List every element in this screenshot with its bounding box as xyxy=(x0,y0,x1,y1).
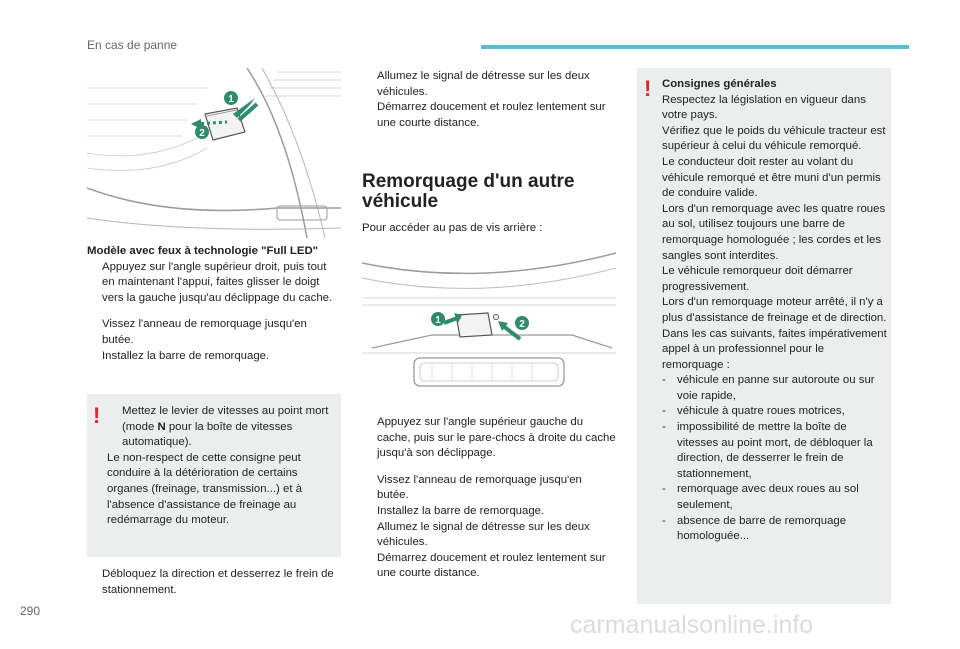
watermark: carmanualsonline.info xyxy=(570,611,814,639)
middle-bullet-2: Démarrez doucement et roulez lentement sur une courte distance. xyxy=(377,101,606,129)
left-bullet-3: Installez la barre de remorquage. xyxy=(102,349,270,362)
middle-column-bottom xyxy=(362,415,616,582)
left-column-bottom xyxy=(87,567,341,598)
section-title: En cas de panne xyxy=(87,38,178,52)
left-heading: Modèle avec feux à technologie "Full LED" xyxy=(87,245,319,257)
middle-bullet-6: Allumez le signal de détresse sur les deux véhicules. xyxy=(377,520,590,549)
section-title-block xyxy=(362,172,616,212)
middle-intro xyxy=(362,221,616,237)
right-line-4: Le véhicule remorqueur doit démarrer progressivement. xyxy=(662,265,853,293)
right-dash-item-2: - impossibilité de mettre la boîte de vitesses au point mort, de débloquer la direction, de desserrer le frein de stationnement, xyxy=(662,421,873,480)
right-line-0: Respectez la législation en vigueur dans votre pays. xyxy=(662,93,866,122)
warning-icon: ! xyxy=(93,403,101,428)
right-line-1: Vérifiez que le poids du véhicule tracteur est supérieur à celui du véhicule remorqué. xyxy=(662,124,886,153)
right-line-6: Dans les cas suivants, faites impérativement appel à un professionnel pour le remorquage : xyxy=(662,327,887,371)
callout-1: 1 xyxy=(435,315,441,326)
middle-column-top xyxy=(362,69,616,131)
section-heading-line-2: véhicule xyxy=(362,191,439,212)
right-line-5: Lors d'un remorquage moteur arrêté, il n'y a plus d'assistance de freinage et de direction. xyxy=(662,296,887,324)
middle-bullet-3: Appuyez sur l'angle supérieur gauche du cache, puis sur le pare-chocs à droite du cache jusqu'à son déclippage. xyxy=(377,416,616,460)
rear-bumper-illustration xyxy=(362,243,616,400)
right-line-2: Le conducteur doit rester au volant du véhicule remorqué et être muni d'un permis de conduire valide. xyxy=(662,155,881,200)
left-bullet-4: Débloquez la direction et desserrez le frein de stationnement. xyxy=(102,568,334,596)
right-dash-item-1: - véhicule à quatre roues motrices, xyxy=(662,405,845,418)
left-warning-content xyxy=(107,404,337,529)
left-warning-text: Le non-respect de cette consigne peut conduire à la détérioration de certains organes (freinage, transmission...) et à l'absence d'assistance de freinage au redémarrage du moteur. xyxy=(107,451,302,527)
middle-bullet-7: Démarrez doucement et roulez lentement sur une courte distance. xyxy=(377,551,606,580)
front-bumper-illustration xyxy=(87,68,341,238)
callout-2: 2 xyxy=(519,319,525,330)
callout-2: 2 xyxy=(199,128,205,139)
right-line-3: Lors d'un remorquage avec les quatre roues au sol, utilisez toujours une barre de remorquage homologuée ; les cordes et les sangles sont interdites. xyxy=(662,202,886,262)
header-accent-bar xyxy=(481,45,909,49)
middle-intro-text: Pour accéder au pas de vis arrière : xyxy=(362,222,543,234)
warning-icon: ! xyxy=(644,76,652,101)
callout-1: 1 xyxy=(228,94,234,105)
left-bullet-1: Appuyez sur l'angle supérieur droit, puis tout en maintenant l'appui, faites glisser le doigt vers la gauche jusqu'au déclippage du cache. xyxy=(102,260,333,304)
middle-bullet-4: Vissez l'anneau de remorquage jusqu'en butée. xyxy=(377,473,582,502)
middle-bullet-1: Allumez le signal de détresse sur les deux véhicules. xyxy=(377,70,590,98)
right-dash-item-3: - remorquage avec deux roues au sol seulement, xyxy=(662,483,859,512)
page-number: 290 xyxy=(20,604,41,618)
left-column xyxy=(87,244,341,364)
left-warning-bullet: Mettez le levier de vitesses au point mort (mode N pour la boîte de vitesses automatique). xyxy=(122,405,329,449)
right-warning-content xyxy=(662,77,888,545)
right-dash-item-0: - véhicule en panne sur autoroute ou sur voie rapide, xyxy=(662,374,875,402)
section-heading-line-1: Remorquage d'un autre xyxy=(362,171,575,192)
middle-bullet-5: Installez la barre de remorquage. xyxy=(377,504,545,517)
right-heading: Consignes générales xyxy=(662,78,777,90)
left-bullet-2: Vissez l'anneau de remorquage jusqu'en butée. xyxy=(102,318,307,346)
right-dash-item-4: - absence de barre de remorquage homologuée... xyxy=(662,514,847,543)
